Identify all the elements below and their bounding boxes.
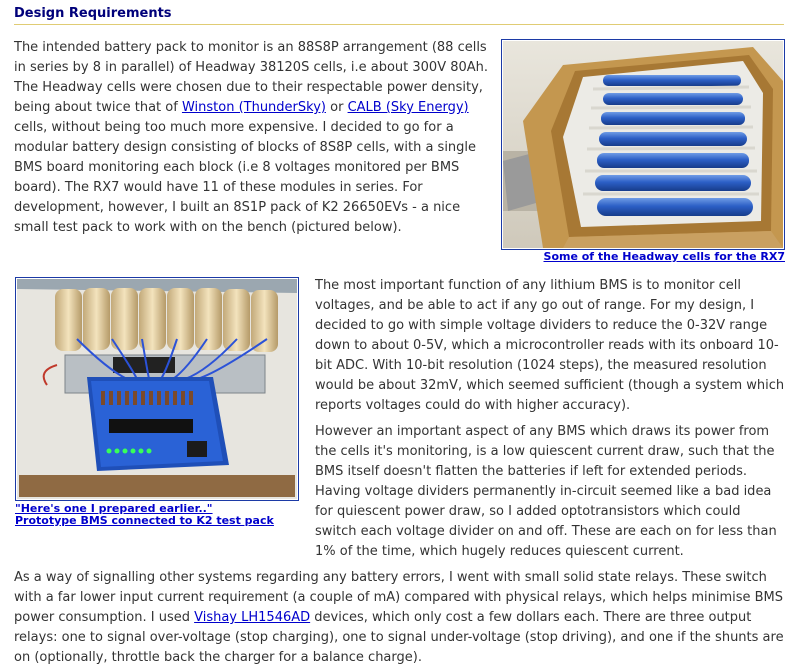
prototype-bms-photo-frame[interactable] xyxy=(15,277,299,501)
prototype-bms-caption[interactable]: "Here's one I prepared earlier.." Prototype BMS connected to K2 test pack xyxy=(15,502,274,527)
paragraph-voltage-monitoring: The most important function of any lithium BMS is to monitor cell voltages, and be able to act if any go out of range. For my design, I decided to go with simple voltage dividers to reduce the 0-32V range down to about 0-5V, which a microcontroller reads with its onboard 10-bit ADC. With 10-bit resolution (1024 steps), the measured resolution would be about 32mV, which seemed sufficient (though a system which reports voltages could do with higher accuracy). xyxy=(315,278,785,413)
paragraph-intro: The intended battery pack to monitor is an 88S8P arrangement (88 cells in series by 8 in parallel) of Headway 38120S cells, i.e about 300V 80Ah. The Headway cells were chosen due to their respectable power density, being about twice that of Winston (ThunderSky) or CALB (Sky Energy) cells, without being too much more expensive. I decided to go for a modular battery design consisting of blocks of 8S8P cells, with a single BMS board monitoring each block (i.e 8 voltages monitored per BMS board). The RX7 would have 11 of these modules in series. For development, however, I built an 8S1P pack of K2 26650EVs - a nice small test pack to work with on the bench (pictured below). xyxy=(14,40,489,235)
section-title: Design Requirements xyxy=(14,5,784,25)
headway-cells-caption[interactable]: Some of the Headway cells for the RX7 xyxy=(543,250,785,263)
paragraph-quiescent-current: However an important aspect of any BMS which draws its power from the cells it's monitoring, is a low quiescent current draw, such that the BMS itself doesn't flatten the batteries if left for extended periods. Having voltage dividers permanently in-circuit seemed like a bad idea for quiescent power draw, so I added optotransistors which could switch each voltage divider on and off. These are each on for less than 1% of the time, which hugely reduces quiescent current. xyxy=(315,424,777,559)
calb-link[interactable]: CALB (Sky Energy) xyxy=(347,100,469,115)
headway-cells-photo-frame[interactable] xyxy=(501,39,785,250)
prototype-bms-photo xyxy=(17,279,297,499)
headway-cells-photo xyxy=(503,41,783,248)
prototype-bms-figure xyxy=(15,277,299,527)
vishay-link[interactable]: Vishay LH1546AD xyxy=(194,610,311,625)
winston-link[interactable]: Winston (ThunderSky) xyxy=(181,100,326,115)
headway-cells-figure xyxy=(501,39,785,263)
paragraph-relays: As a way of signalling other systems regarding any battery errors, I went with small solid state relays. These switch with a far lower input current requirement (a couple of mA) compared with physical relays, which helps minimise BMS power consumption. I used Vishay LH1546AD devices, which only cost a few dollars each. There are three output relays: one to signal over-voltage (stop charging), one to signal under-voltage (stop driving), and one if the shunts are on (optionally, throttle back the charger for a balance charge). xyxy=(14,570,784,665)
